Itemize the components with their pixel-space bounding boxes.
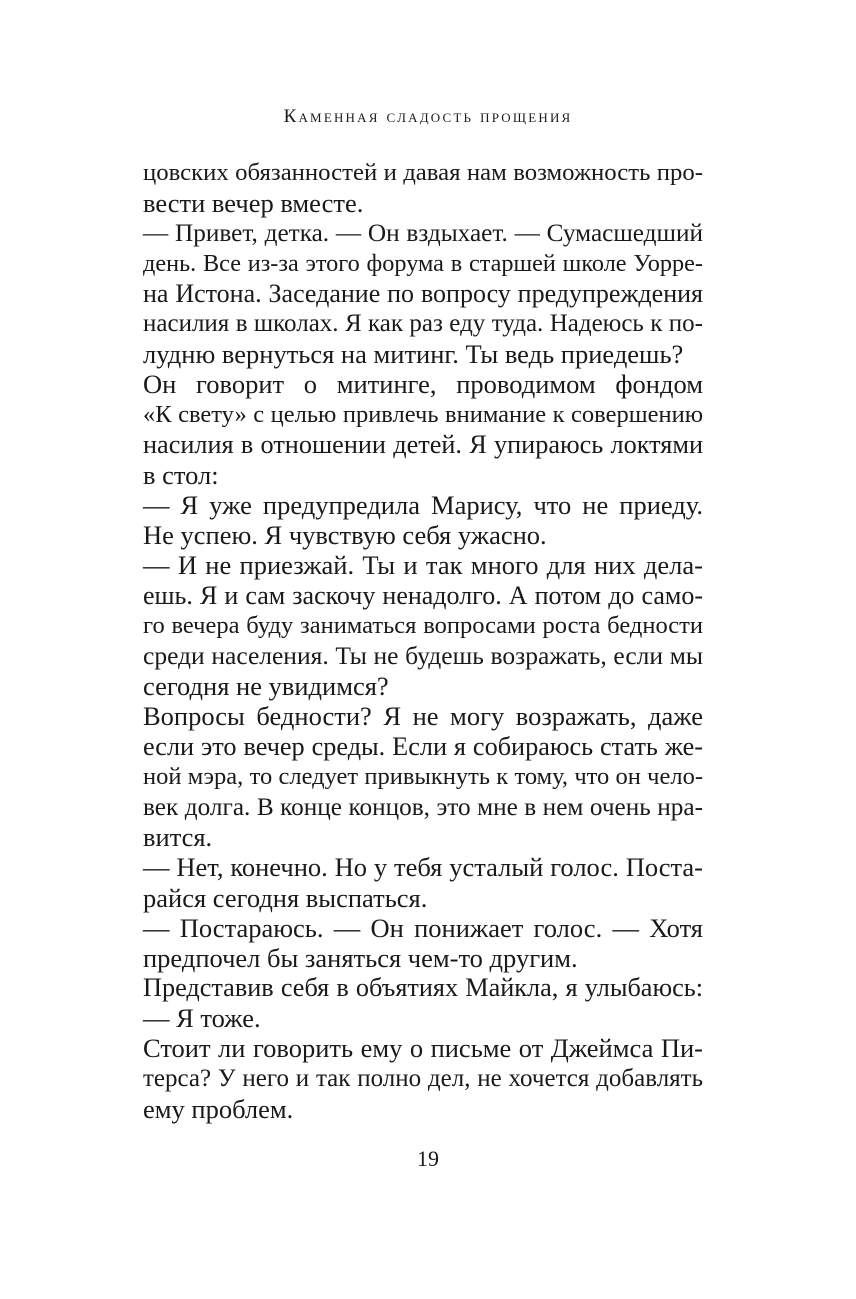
text-line: — Привет, детка. — Он вздыхает. — Сумасшедший	[143, 219, 703, 248]
page-number: 19	[417, 1146, 439, 1171]
text-line: день. Все из-за этого форума в старшей школе Уорре-	[143, 249, 703, 277]
body-text	[143, 158, 703, 1124]
text-line: Не успею. Я чувствую себя ужасно.	[143, 520, 547, 551]
text-line: вести вечер вместе.	[143, 188, 364, 219]
text-line: — Я уже предупредила Марису, что не приеду.	[143, 490, 703, 521]
text-line: предпочел бы заняться чем-то другим.	[143, 942, 578, 973]
text-line: насилия в отношении детей. Я упираюсь локтями	[143, 429, 703, 459]
text-line: вится.	[143, 822, 213, 853]
text-line: — Нет, конечно. Но у тебя усталый голос. Поста-	[143, 852, 703, 883]
text-line: Вопросы бедности? Я не могу возражать, даже	[143, 701, 703, 732]
text-line: Он говорит о митинге, проводимом фондом	[143, 369, 703, 400]
text-line: Стоит ли говорить ему о письме от Джеймса Пи-	[143, 1033, 703, 1064]
text-line: го вечера буду заниматься вопросами роста бедности	[143, 611, 703, 639]
text-line: лудню вернуться на митинг. Ты ведь приедешь?	[143, 339, 684, 370]
running-head: Каменная сладость прощения	[283, 106, 573, 127]
text-line: век долга. В конце концов, это мне в нем очень нра-	[143, 792, 703, 821]
text-line: райся сегодня выспаться.	[143, 882, 428, 913]
text-line: если это вечер среды. Если я собираюсь стать же-	[143, 731, 703, 761]
text-line: сегодня не увидимся?	[143, 671, 389, 702]
text-line: среди населения. Ты не будешь возражать, если мы	[143, 641, 703, 670]
text-line: — Постараюсь. — Он понижает голос. — Хотя	[143, 912, 703, 943]
text-line: ешь. Я и сам заскочу ненадолго. А потом до само-	[143, 580, 703, 610]
text-line: «К свету» с целью привлечь внимание к совершению	[143, 400, 703, 428]
text-line: — И не приезжай. Ты и так много для них дела-	[143, 550, 703, 581]
text-line: ему проблем.	[143, 1093, 294, 1124]
text-line: цовских обязанностей и давая нам возможность про-	[143, 159, 703, 186]
text-line: в стол:	[143, 459, 219, 490]
text-line: ной мэра, то следует привыкнуть к тому, что он чело-	[143, 762, 703, 790]
text-line: на Истона. Заседание по вопросу предупреждения	[143, 278, 703, 308]
text-line: Представив себя в объятиях Майкла, я улыбаюсь:	[143, 973, 703, 1003]
text-line: терса? У него и так полно дел, не хочется добавлять	[143, 1064, 703, 1092]
text-line: — Я тоже.	[143, 1003, 261, 1034]
text-line: насилия в школах. Я как раз еду туда. Надеюсь к по-	[143, 309, 703, 337]
